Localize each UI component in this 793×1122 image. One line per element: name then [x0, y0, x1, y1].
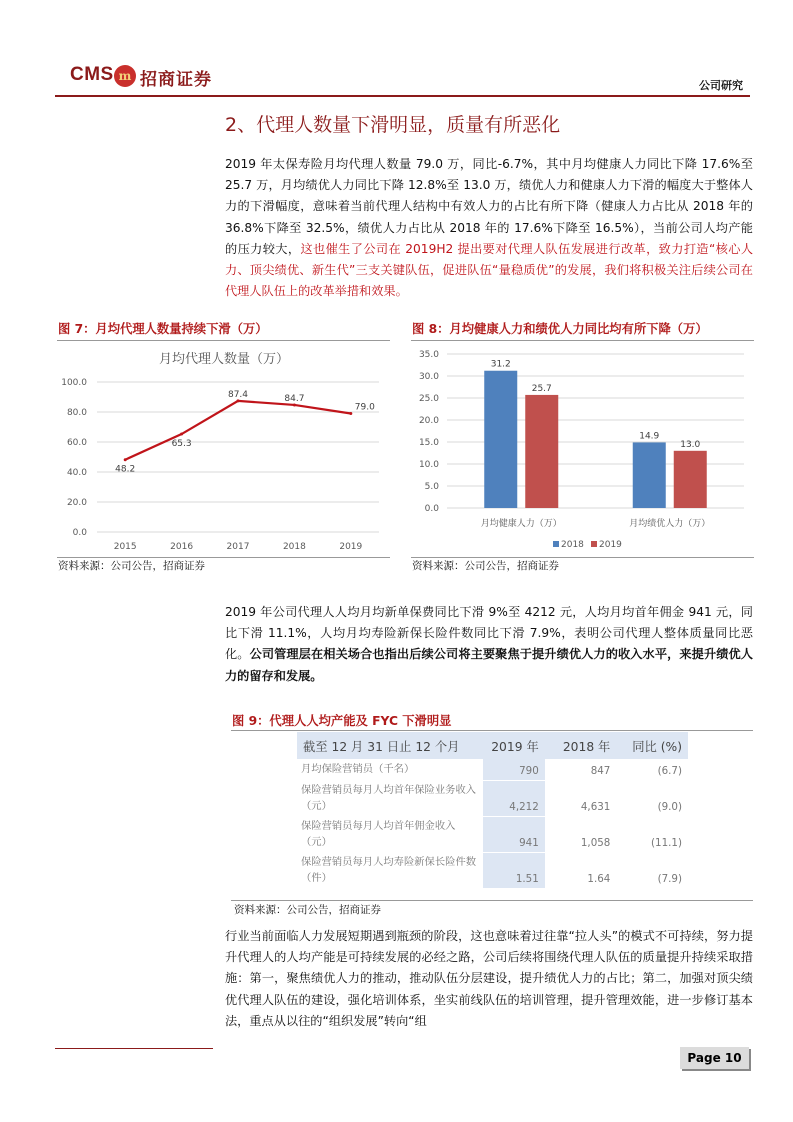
figure9-source: 资料来源：公司公告，招商证券 — [234, 904, 381, 916]
y-tick-label: 40.0 — [66, 468, 87, 478]
figure7-line-chart — [57, 342, 390, 556]
bar-data-label: 31.2 — [490, 359, 511, 370]
table-row-label: 保险营销员每月人均首年保险业务收入（元） — [297, 780, 483, 816]
table-row — [297, 816, 688, 852]
data-label: 87.4 — [227, 389, 249, 400]
legend-label: 2019 — [599, 540, 622, 550]
data-label: 65.3 — [171, 439, 192, 450]
company-logo — [70, 64, 230, 90]
data-point — [349, 412, 352, 415]
y-tick-label: 100.0 — [61, 378, 87, 388]
data-point — [180, 433, 183, 436]
y-tick-label: 0.0 — [424, 504, 439, 514]
y-tick-label: 80.0 — [66, 408, 87, 418]
table-cell-yoy: (6.7) — [616, 759, 688, 780]
y-tick-label: 25.0 — [418, 394, 439, 404]
table-header-cell: 同比 (%) — [616, 732, 688, 759]
paragraph-highlight-bold: 公司管理层在相关场合也指出后续公司将主要聚焦于提升绩优人力的收入水平，来提升绩优人力的留存和发展。 — [225, 647, 753, 683]
data-point — [124, 458, 127, 461]
x-tick-label: 2017 — [226, 542, 250, 552]
x-tick-label: 2018 — [282, 542, 306, 552]
table-header-cell: 2018 年 — [545, 732, 617, 759]
table-cell-2019: 1.51 — [483, 852, 545, 888]
bar-data-label: 14.9 — [639, 431, 660, 442]
data-label: 48.2 — [115, 464, 136, 475]
bar-data-label: 25.7 — [531, 383, 552, 394]
logo-company-name: 招商证券 — [140, 70, 212, 90]
logo-cms-text: CMS — [70, 64, 114, 85]
table-cell-2018: 1,058 — [545, 816, 617, 852]
figure9-bottom-rule — [231, 900, 753, 901]
y-tick-label: 20.0 — [418, 416, 439, 426]
table-cell-2018: 4,631 — [545, 780, 617, 816]
table-cell-2018: 1.64 — [545, 852, 617, 888]
y-tick-label: 10.0 — [418, 460, 439, 470]
bar — [674, 451, 707, 508]
data-label: 79.0 — [354, 402, 375, 413]
figure8-source: 资料来源：公司公告，招商证券 — [412, 560, 559, 572]
footnote-divider — [55, 1048, 213, 1049]
x-tick-label: 2016 — [170, 542, 194, 552]
paragraph-agent-quality — [225, 602, 753, 687]
data-line-series — [125, 401, 351, 460]
table-cell-2019: 941 — [483, 816, 545, 852]
table-row — [297, 759, 688, 780]
table-cell-yoy: (9.0) — [616, 780, 688, 816]
y-tick-label: 5.0 — [424, 482, 439, 492]
section-heading: 2、代理人数量下滑明显，质量有所恶化 — [225, 114, 561, 136]
report-type-label: 公司研究 — [699, 79, 743, 92]
paragraph-text: 2019 年公司代理人人均月均新单保费同比下滑 9%至 4212 元，人均月均首年佣金 941 元，同比下滑 11.1%，人均月均寿险新保长险件数同比下滑 7.9%，表明公司代理人整体质量同比恶化。 — [225, 605, 753, 662]
x-tick-label: 2015 — [113, 542, 137, 552]
figure7-source: 资料来源：公司公告，招商证券 — [58, 560, 205, 572]
table-header-cell: 截至 12 月 31 日止 12 个月 — [297, 732, 483, 759]
paragraph-text: 2019 年太保寿险月均代理人数量 79.0 万，同比-6.7%，其中月均健康人力同比下降 17.6%至 25.7 万，月均绩优人力同比下降 12.8%至 13.0 万，绩优人力和健康人力下滑的幅度大于整体人力的下滑幅度，意味着当前代理人结构中有效人力的占比有所下降（健康人力占比从 2018 年的 36.8%下降至 32.5%，绩优人力占比从 2018 年的 17.6%下降至 16.5%），当前公司人均产能的压力较大， — [225, 157, 753, 256]
figure9-caption: 图 9：代理人人均产能及 FYC 下滑明显 — [232, 714, 452, 728]
x-category-label: 月均健康人力（万） — [480, 519, 562, 529]
table-cell-2019: 4,212 — [483, 780, 545, 816]
figure9-top-rule — [231, 730, 753, 731]
y-tick-label: 15.0 — [418, 438, 439, 448]
figure7-top-rule — [57, 340, 390, 341]
table-cell-yoy: (11.1) — [616, 816, 688, 852]
x-tick-label: 2019 — [339, 542, 363, 552]
chart-title: 月均代理人数量（万） — [158, 352, 290, 367]
figure8-top-rule — [411, 340, 754, 341]
table-header-row — [297, 732, 688, 759]
legend-label: 2018 — [561, 540, 584, 550]
paragraph-highlight-red: 这也催生了公司在 2019H2 提出要对代理人队伍发展进行改革，致力打造“核心人力、顶尖绩优、新生代”三支关键队伍，促进队伍“量稳质优”的发展，我们将积极关注后续公司在代理人队伍上的改革举措和效果。 — [225, 241, 754, 299]
table-header-cell: 2019 年 — [483, 732, 545, 759]
bar-data-label: 13.0 — [680, 439, 701, 450]
bar — [633, 442, 666, 508]
logo-badge-icon: m — [114, 65, 136, 87]
bar — [484, 371, 517, 508]
header-divider — [55, 95, 750, 97]
bar — [525, 395, 558, 508]
y-tick-label: 60.0 — [66, 438, 87, 448]
table-row — [297, 852, 688, 888]
figure7-caption: 图 7：月均代理人数量持续下滑（万） — [58, 322, 268, 336]
figure8-caption: 图 8：月均健康人力和绩优人力同比均有所下降（万） — [412, 322, 708, 336]
page-number: Page 10 — [680, 1047, 749, 1069]
y-tick-label: 0.0 — [72, 528, 87, 538]
table-row-label: 月均保险营销员（千名） — [297, 759, 483, 780]
legend-swatch — [553, 541, 559, 547]
y-tick-label: 20.0 — [66, 498, 87, 508]
table-row — [297, 780, 688, 816]
table-cell-2019: 790 — [483, 759, 545, 780]
table-row-label: 保险营销员每月人均寿险新保长险件数（件） — [297, 852, 483, 888]
y-tick-label: 35.0 — [418, 350, 439, 360]
legend-swatch — [591, 541, 597, 547]
data-label: 84.7 — [284, 393, 305, 404]
table-cell-yoy: (7.9) — [616, 852, 688, 888]
paragraph-agent-count — [225, 154, 753, 302]
table-row-label: 保险营销员每月人均首年佣金收入（元） — [297, 816, 483, 852]
figure8-bar-chart — [411, 342, 754, 556]
x-category-label: 月均绩优人力（万） — [629, 519, 711, 529]
y-tick-label: 30.0 — [418, 372, 439, 382]
paragraph-outlook: 行业当前面临人力发展短期遇到瓶颈的阶段，这也意味着过往靠“拉人头”的模式不可持续，努力提升代理人的人均产能是可持续发展的必经之路，公司后续将围绕代理人队伍的质量提升持续采取措施：第一，聚焦绩优人力的推动，推动队伍分层建设，提升绩优人力的占比；第二，加强对顶尖绩优代理人队伍的建设，强化培训体系，坐实前线队伍的培训管理，提升管理效能，进一步修订基本法，重点从以往的“组织发展”转向“组 — [225, 929, 753, 1028]
table-cell-2018: 847 — [545, 759, 617, 780]
figure9-table — [297, 732, 688, 889]
